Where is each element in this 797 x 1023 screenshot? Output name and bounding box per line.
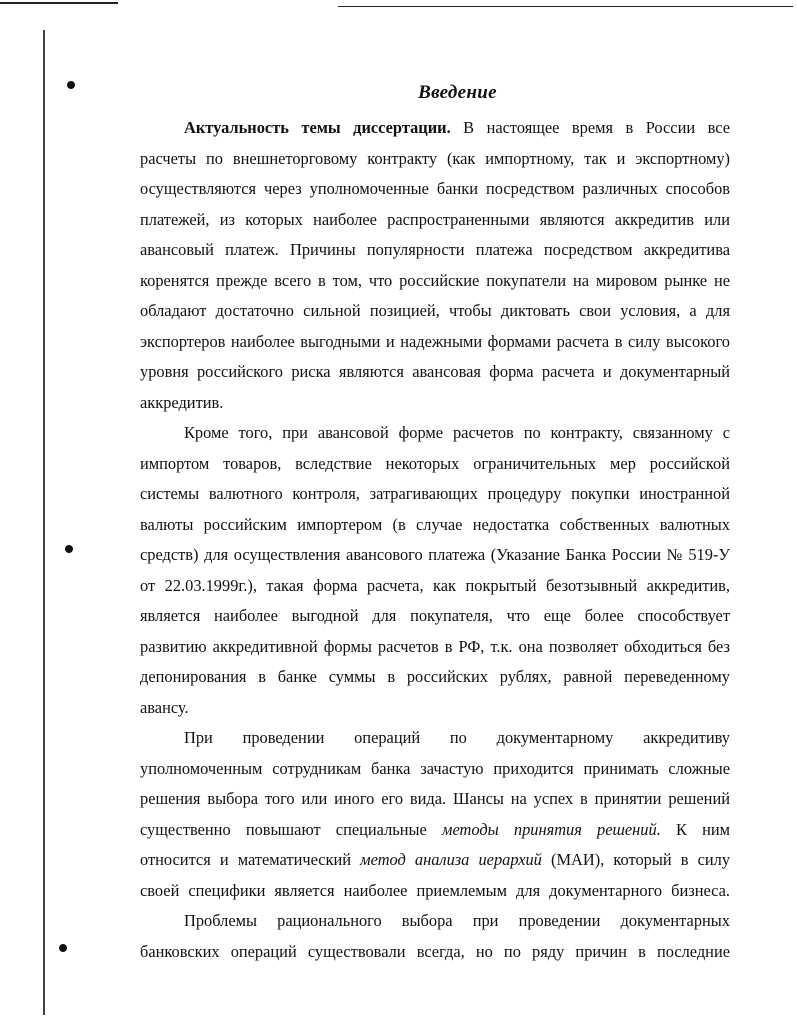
- punch-hole-mark: [65, 545, 73, 553]
- paragraph-text: В настоящее время в России все расчеты по внешнеторговому контракту (как импортному, так и экспортному) осуществляются через уполномоченные банки посредством различных способов платежей, из которых наиболее распространенными являются аккредитив или авансовый платеж. Причины популярности платежа посредством аккредитива коренятся прежде всего в том, что российские покупатели на мировом рынке не обладают достаточно сильной позицией, чтобы диктовать свои условия, а для экспортеров наиболее выгодными и надежными формами расчета в силу высокого уровня российского риска являются авансовая форма расчета и документарный аккредитив.: [140, 118, 730, 412]
- document-body: [140, 113, 730, 967]
- paragraph-advance-payment: [140, 418, 730, 723]
- scan-edge-line-top-left: [0, 2, 118, 4]
- punch-hole-mark: [59, 944, 67, 952]
- paragraph-text: К ним относится и математический: [140, 819, 730, 869]
- italic-term-decision-methods: методы принятия решений.: [441, 819, 661, 839]
- paragraph-decision-methods: [140, 723, 730, 906]
- paragraph-rational-choice: [140, 906, 730, 967]
- scan-edge-line-left: [43, 30, 45, 1015]
- paragraph-text: Кроме того, при авансовой форме расчетов по контракту, связанному с импортом товаров, вследствие некоторых ограничительных мер российской системы валютного контроля, затрагивающих процедуру покупки иностранной валюты российским импортером (в случае недостатка собственных валютных средств) для осуществления авансового платежа (Указание Банка России № 519-У от 22.03.1999г.), такая форма расчета, как покрытый безотзывный аккредитив, является наиболее выгодной для покупателя, что еще более способствует развитию аккредитивной формы расчетов в РФ, т.к. она позволяет обходиться без депонирования в банке суммы в российских рублях, равной переведенному авансу.: [140, 423, 730, 717]
- page-title: Введение: [418, 82, 497, 103]
- paragraph-text: Проблемы рационального выбора при проведении документарных банковских операций существовали всегда, но по ряду причин в последние: [140, 911, 730, 961]
- paragraph-text: (МАИ), который в силу своей специфики является наиболее приемлемым для документарного бизнеса.: [140, 850, 731, 900]
- paragraph-relevance: [140, 113, 730, 418]
- italic-term-ahp: метод анализа иерархий: [360, 850, 542, 869]
- relevance-heading: Актуальность темы диссертации.: [184, 118, 451, 137]
- paragraph-text: При проведении операций по документарному аккредитиву уполномоченным сотрудникам банка зачастую приходится принимать сложные решения выбора того или иного его вида. Шансы на успех в принятии решений существенно повышают специальные: [140, 728, 730, 839]
- scan-edge-line-top-right: [338, 6, 793, 7]
